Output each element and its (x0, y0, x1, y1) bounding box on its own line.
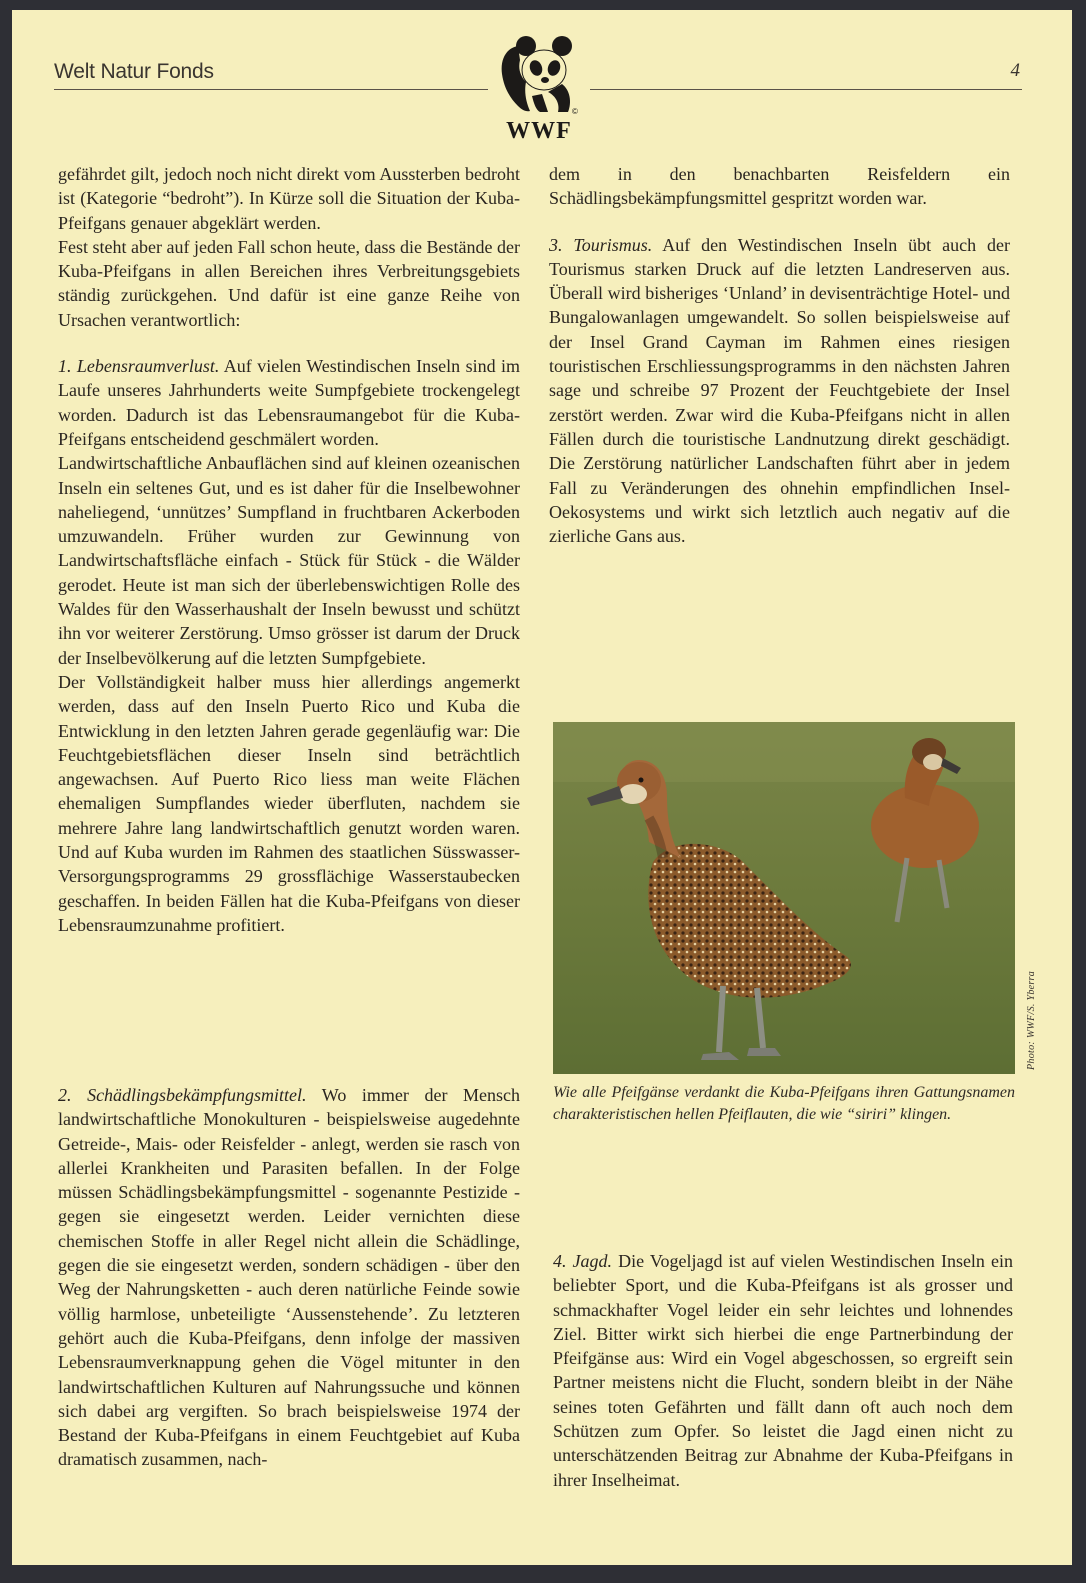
paragraph: Der Vollständigkeit halber muss hier allerdings angemerkt werden, dass auf den Inseln Puerto Rico und Kuba die Entwicklung in den letzten Jahren gerade gegenläufig war: Die Feuchtgebietsflächen dieser Inseln sind beträchtlich angewachsen. Auf Puerto Rico liess man weite Flächen ehemaligen Sumpflandes wieder überfluten, nachdem sie mehrere Jahre lang landwirtschaftlich genutzt worden waren. Und auf Kuba wurden im Rahmen des staatlichen Süsswasser-Versorgungsprogramms 29 grossflächige Wasserstaubecken geschaffen. In beiden Fällen hat die Kuba-Pfeifgans von dieser Lebensraumzunahme profitiert. (58, 671, 520, 935)
right-column-bottom (553, 1249, 1013, 1492)
left-column-bottom (58, 1083, 520, 1472)
paragraph: Fest steht aber auf jeden Fall schon heute, dass die Bestände der Kuba-Pfeifgans in allen Bereichen ihres Verbreitungsgebiets ständig zurückgehen. Und dafür ist eine ganze Reihe von Ursachen verantwortlich: (58, 236, 520, 330)
paragraph: gefährdet gilt, jedoch noch nicht direkt vom Aussterben bedroht ist (Kategorie “bedroht”). In Kürze soll die Situation der Kuba-Pfeifgans genauer abgeklärt werden. (58, 164, 520, 233)
document-page (12, 10, 1072, 1565)
paragraph: Landwirtschaftliche Anbauflächen sind auf kleinen ozeanischen Inseln ein seltenes Gut, und es ist daher für die Inselbewohner naheliegend, ‘unnützes’ Sumpfland in fruchtbaren Ackerboden umzuwandeln. Früher wurden zur Gewinnung von Landwirtschaftsfläche einfach - Stück für Stück - die Wälder gerodet. Heute ist man sich der überlebenswichtigen Rolle des Waldes für den Wasserhaushalt der Inseln bewusst und schützt ihn vor weiterer Zerstörung. Umso grösser ist darum der Druck der Inselbevölkerung auf die letzten Sumpfgebiete. (58, 453, 520, 668)
header-title: Welt Natur Fonds (54, 60, 214, 83)
section-title: 4. Jagd. (553, 1251, 613, 1271)
section-schaedlingsbekaempfungsmittel (58, 1083, 520, 1472)
panda-icon (496, 26, 582, 118)
wwf-logo (496, 26, 582, 146)
section-text: Wo immer der Mensch landwirtschaftliche Monokulturen - beispielsweise augedehnte Getreide-, Mais- oder Reisfelder - anlegt, werden sie rasch von allerlei Krankheiten und Parasiten befallen. In der Folge müssen Schädlingsbekämpfungsmittel - sogenannte Pestizide - gegen sie eingesetzt werden. Leider vernichten diese chemischen Stoffe in aller Regel nicht allein die Schädlinge, gegen die sie eingesetzt werden, sondern schädigen - über den Weg der Nahrungsketten - auch deren natürliche Feinde sowie völlig harmlose, unbeteiligte ‘Aussenstehende’. Zu letzteren gehört auch die Kuba-Pfeifgans, denn infolge der massiven Lebensraumverknappung gehen die Vögel mitunter in den landwirtschaftlichen Kulturen auf Nahrungssuche und können sich dabei arg vergiften. So brach beispielsweise 1974 der Bestand der Kuba-Pfeifgans in einem Feuchtgebiet auf Kuba dramatisch zusammen, nach- (58, 1085, 520, 1470)
left-column (58, 162, 520, 937)
section-title: 3. Tourismus. (549, 234, 653, 255)
page-number: 4 (1010, 60, 1020, 81)
section-title: 2. Schädlingsbekämpfungsmittel. (58, 1085, 307, 1105)
right-column (549, 162, 1010, 548)
section-tourismus (549, 233, 1010, 549)
section-lebensraumverlust (58, 354, 520, 451)
duck-photo (553, 722, 1015, 1074)
header-rule-right (590, 89, 1022, 90)
section-title: 1. Lebensraumverlust. (58, 356, 220, 377)
section-jagd (553, 1249, 1013, 1492)
logo-mark: © (572, 107, 578, 116)
section-text: Auf den Westindischen Inseln übt auch der Tourismus starken Druck auf die letzten Landreserven aus. Überall wird bisheriges ‘Unland’ in devisenträchtige Hotel- und Bungalowanlagen umgewandelt. So sollen beispielsweise auf der Insel Grand Cayman im Rahmen eines riesigen touristischen Erschliessungsprogramms in den nächsten Jahren sage und schreibe 97 Prozent der Feuchtgebiete der Insel zerstört werden. Zwar wird die Kuba-Pfeifgans nicht in allen Fällen durch die touristische Landnutzung direkt geschädigt. Die Zerstörung natürlicher Landschaften führt aber in jedem Fall zu Veränderungen des ohnehin empfindlichen Insel-Oekosystems und wirkt sich letztlich auch negativ auf die zierliche Gans aus. (549, 234, 1010, 547)
section-text: Auf vielen Westindischen Inseln sind im Laufe unseres Jahrhunderts weite Sumpfgebiete trockengelegt worden. Dadurch ist das Lebensraumangebot für die Kuba-Pfeifgans entscheidend geschmälert worden. (58, 356, 520, 449)
photo-caption: Wie alle Pfeifgänse verdankt die Kuba-Pfeifgans ihren Gattungsnamen charakteristischen hellen Pfeiflauten, die wie “siriri” klingen. (553, 1084, 1015, 1123)
paragraph: dem in den benachbarten Reisfeldern ein Schädlingsbekämpfungsmittel gespritzt worden war. (549, 164, 1010, 209)
photo-credit: Photo: WWF/S. Yberra (1026, 970, 1037, 1070)
logo-text: WWF (506, 118, 572, 144)
section-text: Die Vogeljagd ist auf vielen Westindischen Inseln ein beliebter Sport, und die Kuba-Pfeifgans ist als grosser und schmackhafter Vogel leider ein sehr leichtes und lohnendes Ziel. Bitter wirkt sich hierbei die enge Partnerbindung der Pfeifgänse aus: Wird ein Vogel abgeschossen, so ergreift sein Partner meistens nicht die Flucht, sondern bleibt in der Nähe seines toten Gefährten und fällt dann oft auch noch dem Schützen zum Opfer. So leistet die Jagd einen nicht zu unterschätzenden Beitrag zur Abnahme der Kuba-Pfeifgans in ihrer Inselheimat. (553, 1251, 1013, 1490)
header-rule-left (54, 89, 488, 90)
